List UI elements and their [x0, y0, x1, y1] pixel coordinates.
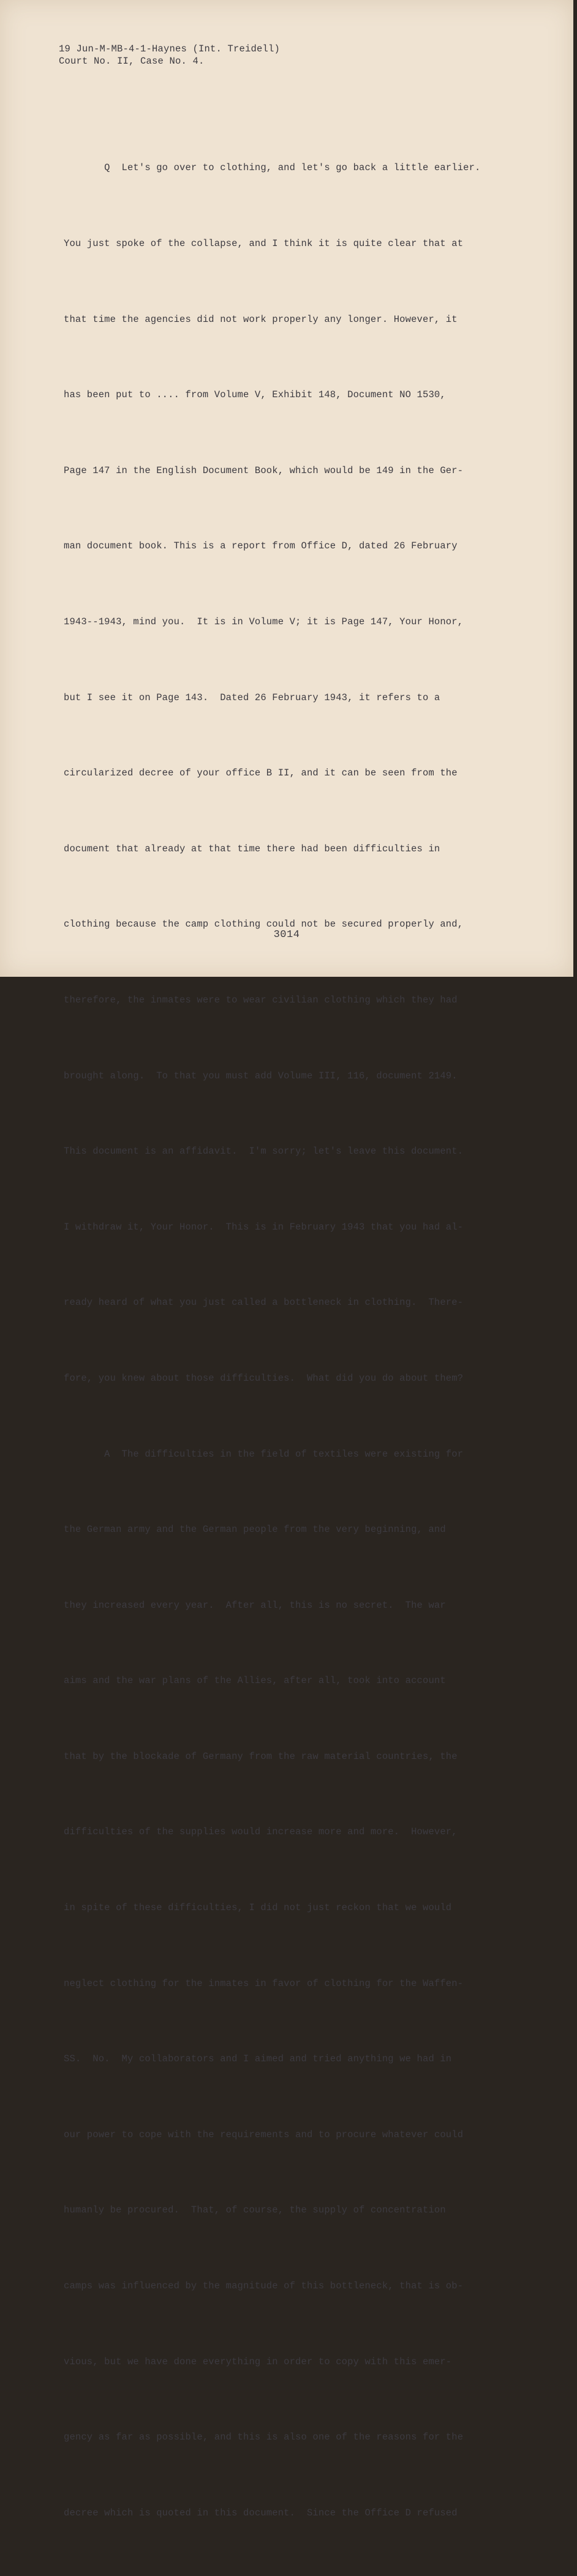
scan-border [573, 0, 577, 979]
transcript-line: camps was influenced by the magnitude of this bottleneck, that is ob- [64, 2280, 464, 2292]
transcript-line: in spite of these difficulties, I did not just reckon that we would [64, 1902, 452, 1914]
transcript-line: has been put to .... from Volume V, Exhibit 148, Document NO 1530, [64, 389, 446, 401]
transcript-body [64, 105, 505, 2576]
transcript-line: that by the blockade of Germany from the raw material countries, the [64, 1750, 458, 1762]
document-header [59, 43, 280, 67]
transcript-line: decree which is quoted in this document. Since the Office D refused [64, 2507, 458, 2518]
transcript-line: they increased every year. After all, this is no secret. The war [64, 1599, 446, 1611]
transcript-line: SS. No. My collaborators and I aimed and tried anything we had in [64, 2053, 452, 2065]
header-session-line: 19 Jun-M-MB-4-1-Haynes (Int. Treidell) [59, 43, 281, 54]
transcript-line: that time the agencies did not work properly any longer. However, it [64, 313, 458, 325]
transcript-line: ready heard of what you just called a bottleneck in clothing. There- [64, 1297, 464, 1309]
transcript-line: Page 147 in the English Document Book, which would be 149 in the Ger- [64, 465, 464, 476]
transcript-line: humanly be procured. That, of course, the supply of concentration [64, 2205, 446, 2216]
page-number: 3014 [273, 929, 300, 941]
transcript-line: our power to cope with the requirements and to procure whatever could [64, 2129, 464, 2140]
transcript-line: fore, you knew about those difficulties. What did you do about them? [64, 1372, 464, 1384]
transcript-line: difficulties of the supplies would increase more and more. However, [64, 1826, 458, 1838]
transcript-line: A The difficulties in the field of textiles were existing for [64, 1448, 464, 1460]
transcript-line: document that already at that time there had been difficulties in [64, 843, 440, 854]
transcript-line: man document book. This is a report from Office D, dated 26 February [64, 540, 458, 552]
header-court-line: Court No. II, Case No. 4. [59, 56, 205, 67]
transcript-line: therefore, the inmates were to wear civilian clothing which they had [64, 994, 458, 1006]
transcript-line: aims and the war plans of the Allies, after all, took into account [64, 1675, 446, 1687]
transcript-line: but I see it on Page 143. Dated 26 February 1943, it refers to a [64, 692, 440, 703]
transcript-line: gency as far as possible, and this is also one of the reasons for the [64, 2432, 464, 2443]
transcript-line: clothing because the camp clothing could not be secured properly and, [64, 919, 464, 930]
transcript-line: circularized decree of your office B II, and it can be seen from the [64, 767, 458, 779]
transcript-line: vious, but we have done everything in order to copy with this emer- [64, 2356, 452, 2367]
transcript-line: Q Let's go over to clothing, and let's go back a little earlier. [64, 162, 481, 174]
transcript-line: This document is an affidavit. I'm sorry; let's leave this document. [64, 1146, 464, 1157]
transcript-line: You just spoke of the collapse, and I think it is quite clear that at [64, 238, 464, 249]
transcript-line: brought along. To that you must add Volume III, 116, document 2149. [64, 1070, 458, 1081]
transcript-line: neglect clothing for the inmates in favor of clothing for the Waffen- [64, 1977, 464, 1989]
transcript-line: I withdraw it, Your Honor. This is in February 1943 that you had al- [64, 1221, 464, 1233]
transcript-line: the German army and the German people from the very beginning, and [64, 1524, 446, 1536]
transcript-line: 1943--1943, mind you. It is in Volume V; it is Page 147, Your Honor, [64, 616, 464, 627]
